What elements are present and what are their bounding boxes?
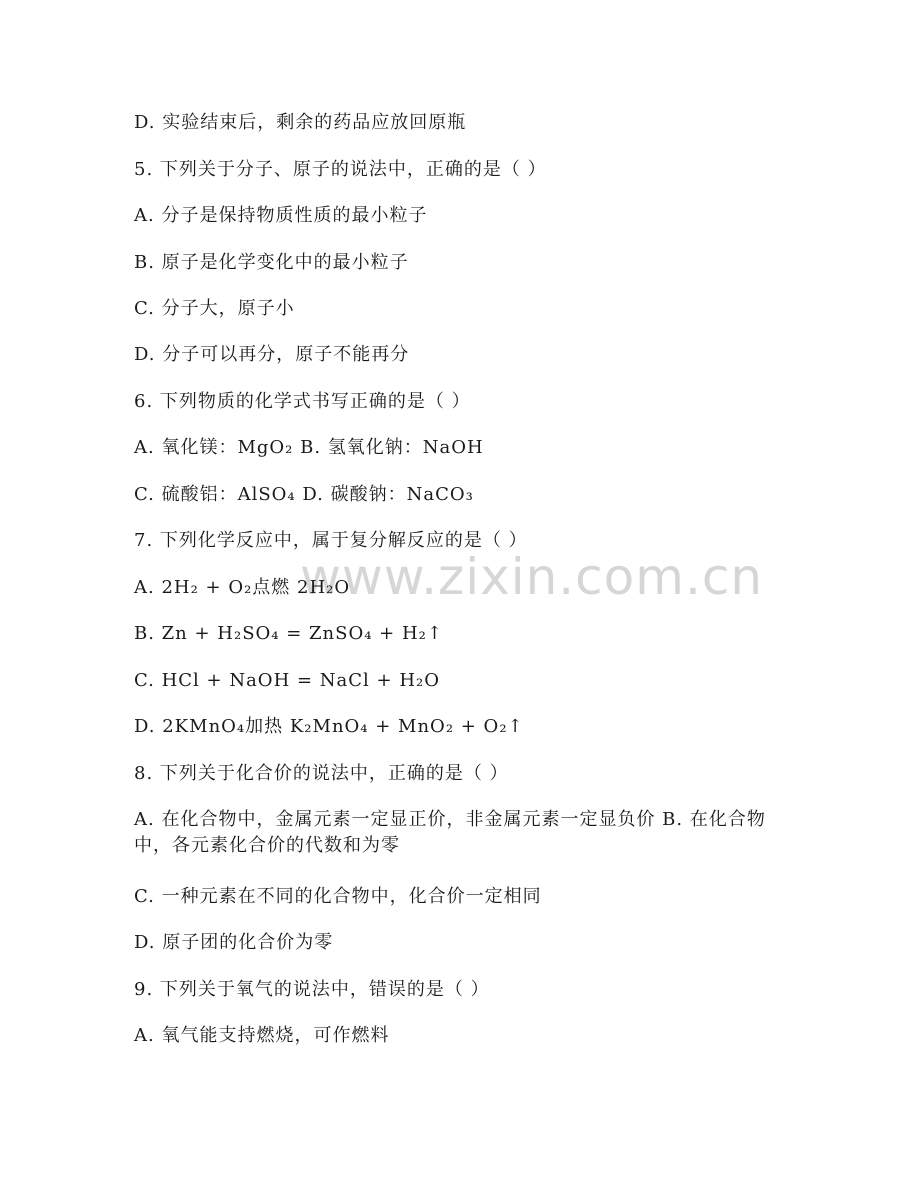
options-cd-q6: C. 硫酸铝：AlSO₄ D. 碳酸钠：NaCO₃ xyxy=(134,484,474,505)
option-c-q5: C. 分子大，原子小 xyxy=(134,298,295,319)
option-d-q5: D. 分子可以再分，原子不能再分 xyxy=(134,344,410,365)
option-c-q7: C. HCl + NaOH = NaCl + H₂O xyxy=(134,670,440,691)
option-a-q7: A. 2H₂ + O₂点燃 2H₂O xyxy=(134,577,351,598)
option-b-q5: B. 原子是化学变化中的最小粒子 xyxy=(134,252,409,273)
question-5: 5. 下列关于分子、原子的说法中，正确的是（ ） xyxy=(134,159,547,180)
options-ab-q6: A. 氧化镁：MgO₂ B. 氢氧化钠：NaOH xyxy=(134,437,484,458)
option-a-q9: A. 氧气能支持燃烧，可作燃料 xyxy=(134,1025,390,1046)
question-7: 7. 下列化学反应中，属于复分解反应的是（ ） xyxy=(134,530,528,551)
option-b-q7: B. Zn + H₂SO₄ = ZnSO₄ + H₂↑ xyxy=(134,623,443,644)
options-ab-q8: A. 在化合物中，金属元素一定显正价，非金属元素一定显负价 B. 在化合物中，各元素化合价的代数和为零 xyxy=(134,809,766,856)
option-d-q7: D. 2KMnO₄加热 K₂MnO₄ + MnO₂ + O₂↑ xyxy=(134,716,524,737)
question-8: 8. 下列关于化合价的说法中，正确的是（ ） xyxy=(134,763,509,784)
watermark: www.zixin.com.cn xyxy=(300,548,764,606)
question-9: 9. 下列关于氧气的说法中，错误的是（ ） xyxy=(134,979,490,1000)
option-d-q8: D. 原子团的化合价为零 xyxy=(134,932,334,953)
option-a-q5: A. 分子是保持物质性质的最小粒子 xyxy=(134,205,428,226)
option-c-q8: C. 一种元素在不同的化合物中，化合价一定相同 xyxy=(134,886,542,907)
question-6: 6. 下列物质的化学式书写正确的是（ ） xyxy=(134,391,471,412)
option-d-q4: D. 实验结束后，剩余的药品应放回原瓶 xyxy=(134,112,467,133)
